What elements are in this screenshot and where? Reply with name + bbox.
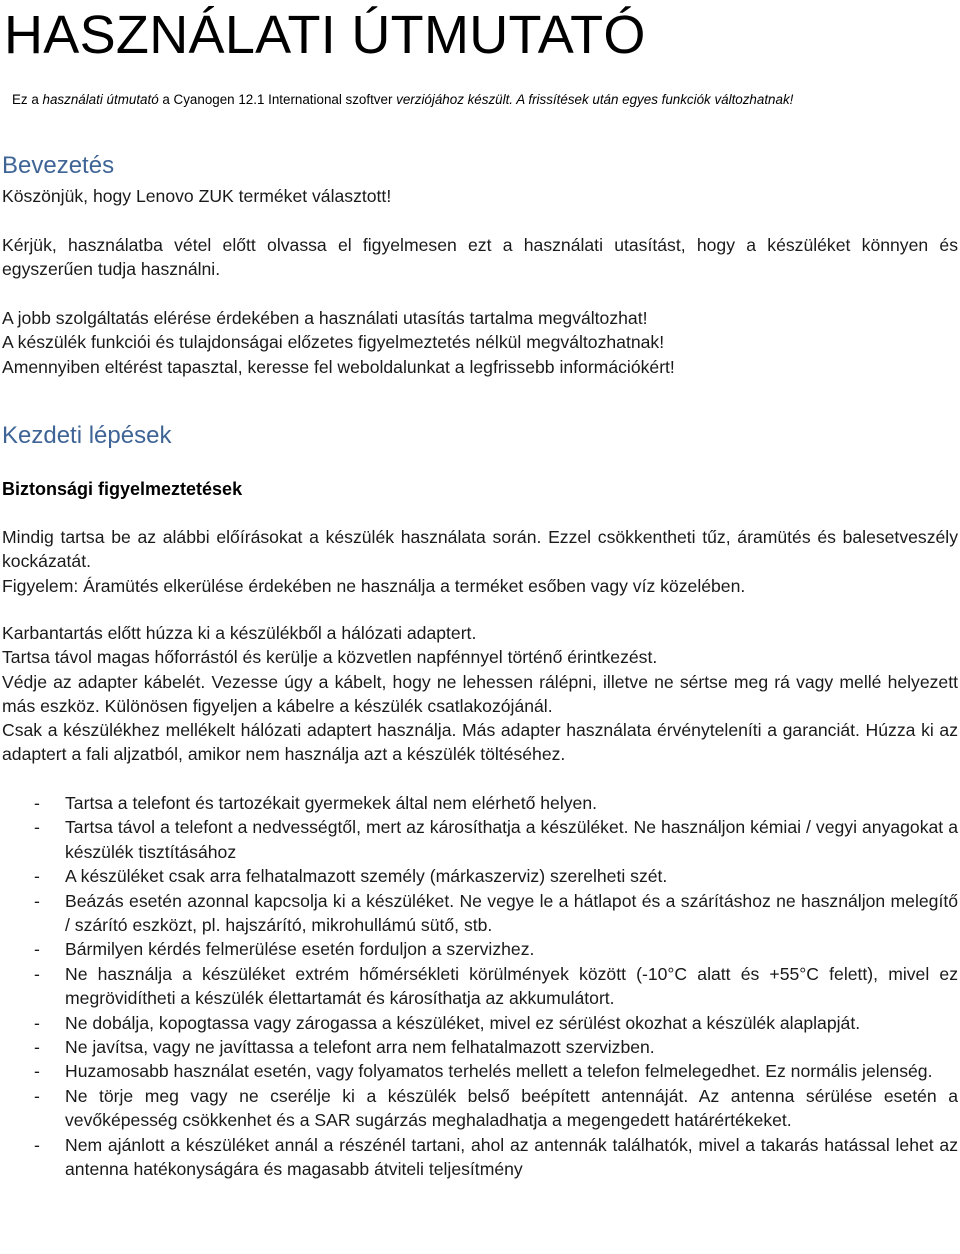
first-steps-heading: Kezdeti lépések [2, 422, 172, 449]
subtitle-part-3: a Cyanogen 12.1 International szoftver [162, 92, 393, 107]
adapter-instructions [2, 621, 958, 767]
safety-bullet [2, 1059, 958, 1083]
dash-marker: - [34, 939, 40, 960]
intro-read-block [2, 233, 958, 282]
safety-warning: Figyelem: Áramütés elkerülése érdekében ne használja a terméket esőben vagy víz közelében. [2, 575, 746, 596]
bullet-text: A készüléket csak arra felhatalmazott személy (márkaszerviz) szerelheti szét. [65, 866, 668, 887]
dash-marker: - [34, 1085, 40, 1106]
intro-thanks: Köszönjük, hogy Lenovo ZUK terméket választott! [2, 186, 392, 206]
safety-bullet [2, 815, 958, 864]
dash-marker: - [34, 890, 40, 911]
dash-marker: - [34, 1037, 40, 1058]
intro-note-line: Amennyiben eltérést tapasztal, keresse fel weboldalunkat a legfrissebb információkért! [2, 356, 675, 377]
subtitle-part-1: Ez a [12, 92, 39, 107]
intro-note-line: A jobb szolgáltatás elérése érdekében a használati utasítás tartalma megváltozhat! [2, 308, 648, 328]
safety-bullet [2, 1133, 958, 1182]
safety-intro: Mindig tartsa be az alábbi előírásokat a készülék használata során. Ezzel csökkentheti tűz, áramütés és balesetveszély kockázatát. [2, 527, 958, 572]
safety-bullet [2, 1035, 958, 1059]
safety-intro-block [2, 525, 958, 598]
intro-note-line: A készülék funkciói és tulajdonságai előzetes figyelmeztetés nélkül megváltozhatnak! [2, 332, 665, 353]
safety-bullet [2, 1011, 958, 1035]
bullet-text: Bármilyen kérdés felmerülése esetén forduljon a szervizhez. [65, 939, 535, 960]
safety-bullet [2, 791, 958, 815]
dash-marker: - [34, 817, 40, 838]
dash-marker: - [34, 1061, 40, 1082]
dash-marker: - [34, 1134, 40, 1155]
bullet-text: Tartsa távol a telefont a nedvességtől, mert az károsíthatja a készüléket. Ne használjon kémiai / vegyi anyagokat a készülék tisztításához [65, 817, 958, 862]
intro-thanks-block [2, 184, 958, 208]
adapter-line: Tartsa távol magas hőforrástól és kerülje a közvetlen napfénnyel történő érintkezést. [2, 647, 658, 668]
safety-bullet [2, 937, 958, 961]
bullet-text: Beázás esetén azonnal kapcsolja ki a készüléket. Ne vegye le a hátlapot és a szárításhoz ne használjon melegítő / szárító eszközt, pl. hajszárító, mikrohullámú sütő, stb. [65, 890, 958, 936]
dash-marker: - [34, 793, 40, 813]
adapter-line: Karbantartás előtt húzza ki a készülékből a hálózati adaptert. [2, 623, 477, 643]
safety-bullet [2, 864, 958, 888]
bullet-text: Ne dobálja, kopogtassa vagy zárogassa a készüléket, mivel ez sérülést okozhat a készülék alaplapját. [65, 1012, 861, 1033]
dash-marker: - [34, 866, 40, 887]
bullet-text: Ne használja a készüléket extrém hőmérsékleti körülmények között (-10°C alatt és +55°C felett), mivel ez megrövidítheti a készülék élettartamát és károsíthatja az akkumulátort. [65, 963, 958, 1009]
dash-marker: - [34, 1012, 40, 1033]
safety-bullet-list [2, 791, 958, 1182]
bullet-text: Huzamosabb használat esetén, vagy folyamatos terhelés mellett a telefon felmelegedhet. Ez normális jelenség. [65, 1061, 933, 1082]
subtitle-part-2: használati útmutató [42, 92, 159, 107]
bullet-text: Nem ajánlott a készüléket annál a részénél tartani, ahol az antennák találhatók, mivel a takarás hatással lehet az antenna hatékonyságára és magasabb átviteli teljesítmény [65, 1134, 958, 1180]
intro-heading: Bevezetés [2, 152, 115, 179]
safety-bullet [2, 962, 958, 1011]
safety-bullet [2, 889, 958, 938]
intro-notes [2, 306, 958, 379]
adapter-line: Védje az adapter kábelét. Vezesse úgy a kábelt, hogy ne lehessen rálépni, illetve ne sértse meg rá vagy mellé helyezett más eszköz. Különösen figyeljen a kábelre a készülék csatlakozójánál. [2, 671, 958, 716]
subtitle-part-4: verziójához készült. A frissítések után egyes funkciók változhatnak! [396, 92, 794, 107]
intro-read-manual: Kérjük, használatba vétel előtt olvassa el figyelmesen ezt a használati utasítást, hogy a készüléket könnyen és egyszerűen tudja használni. [2, 235, 958, 280]
adapter-line: Csak a készülékhez mellékelt hálózati adaptert használja. Más adapter használata érvényteleníti a garanciát. Húzza ki az adaptert a fali aljzatból, amikor nem használja azt a készülék töltéséhez. [2, 720, 958, 765]
safety-heading: Biztonsági figyelmeztetések [2, 479, 243, 499]
bullet-text: Ne javítsa, vagy ne javíttassa a telefont arra nem felhatalmazott szervizben. [65, 1037, 655, 1058]
bullet-text: Tartsa a telefont és tartozékait gyermekek által nem elérhető helyen. [65, 793, 598, 813]
dash-marker: - [34, 963, 40, 984]
document-subtitle [12, 91, 793, 109]
safety-bullet [2, 1084, 958, 1133]
document-title: HASZNÁLATI ÚTMUTATÓ [4, 5, 646, 65]
bullet-text: Ne törje meg vagy ne cserélje ki a készülék belső beépített antennáját. Az antenna sérülése esetén a vevőképesség csökkenhet és a SAR sugárzás meghaladhatja a megengedett határértékeket. [65, 1085, 958, 1131]
